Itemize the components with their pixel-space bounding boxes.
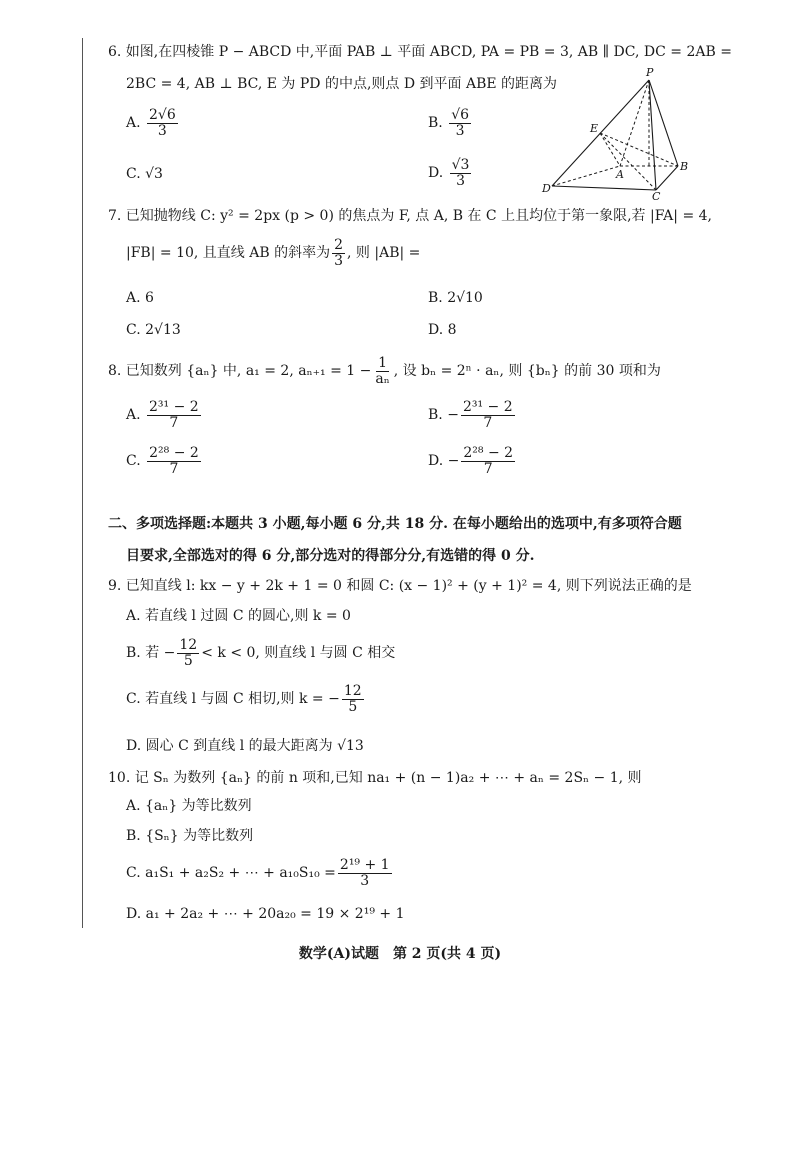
q8-option-b: B. − $\frac{\text{2³¹ − 2}}{7}$ bbox=[428, 399, 513, 431]
q6-a-num: 2√6 bbox=[149, 107, 176, 123]
edge-pa bbox=[620, 80, 649, 166]
q8-option-c: C. $\frac{\text{2²⁸ − 2}}{7}$ bbox=[126, 445, 199, 477]
q8-stem: 8. 已知数列 {aₙ} 中, a₁ = 2, aₙ₊₁ = 1 − $\frac{1}{\text{aₙ}}$ , 设 bₙ = 2ⁿ · aₙ, 则 {bₙ} 的前 30 项和为 bbox=[108, 355, 661, 387]
q7-stem-line1: 7. 已知抛物线 C: y² = 2px (p > 0) 的焦点为 F, 点 A, B 在 C 上且均位于第一象限,若 |FA| = 4, bbox=[108, 208, 713, 224]
q9-option-b: B. 若 − $\frac{12}{5}$ < k < 0, 则直线 l 与圆 C 相交 bbox=[126, 637, 396, 669]
q10-stem: 10. 记 Sₙ 为数列 {aₙ} 的前 n 项和,已知 na₁ + (n − 1)a₂ + ⋯ + aₙ = 2Sₙ − 1, 则 bbox=[108, 770, 642, 786]
edge-dc bbox=[552, 186, 656, 190]
margin-rule bbox=[82, 38, 83, 928]
q7-option-d: D. 8 bbox=[428, 322, 457, 338]
q8-option-a: A. $\frac{\text{2³¹ − 2}}{7}$ bbox=[126, 399, 199, 431]
q7-option-c: C. 2√13 bbox=[126, 322, 181, 338]
q7-option-b: B. 2√10 bbox=[428, 290, 483, 306]
q6-option-b: B. $\frac{√6}{3}$ bbox=[428, 107, 470, 139]
label-e: E bbox=[590, 122, 599, 135]
label-c: C bbox=[652, 190, 661, 200]
q9-option-d: D. 圆心 C 到直线 l 的最大距离为 √13 bbox=[126, 738, 364, 754]
q6-c-val: √3 bbox=[145, 166, 163, 182]
q8-option-d: D. − $\frac{\text{2²⁸ − 2}}{7}$ bbox=[428, 445, 514, 477]
q10-option-d: D. a₁ + 2a₂ + ⋯ + 20a₂₀ = 19 × 2¹⁹ + 1 bbox=[126, 906, 405, 922]
q6-b-den: 3 bbox=[455, 122, 465, 139]
section2-title-line1: 二、多项选择题:本题共 3 小题,每小题 6 分,共 18 分. 在每小题给出的选项中,有多项符合题 bbox=[108, 516, 682, 532]
q6-d-num: √3 bbox=[451, 157, 470, 173]
q10-option-c: C. a₁S₁ + a₂S₂ + ⋯ + a₁₀S₁₀ = $\frac{\text{2¹⁹ + 1}}{3}$ bbox=[126, 857, 390, 889]
q7-stem-line2: |FB| = 10, 且直线 AB 的斜率为 $\frac{2}{3}$ , 则 |AB| = bbox=[126, 237, 421, 269]
q6-stem-line2: 2BC = 4, AB ⊥ BC, E 为 PD 的中点,则点 D 到平面 ABE 的距离为 bbox=[126, 76, 558, 92]
page-footer: 数学(A)试题 第 2 页(共 4 页) bbox=[298, 946, 502, 962]
q9-option-c: C. 若直线 l 与圆 C 相切,则 k = − $\frac{12}{5}$ bbox=[126, 683, 362, 715]
q6-stem-line1: 6. 如图,在四棱锥 P − ABCD 中,平面 PAB ⊥ 平面 ABCD, PA = PB = 3, AB ∥ DC, DC = 2AB = bbox=[108, 44, 732, 60]
q6-a-den: 3 bbox=[157, 122, 167, 139]
q6-option-a: A. $\frac{2√6}{3}$ bbox=[126, 107, 176, 139]
q6-option-c: C. √3 bbox=[126, 166, 163, 182]
label-p: P bbox=[646, 66, 654, 79]
label-b: B bbox=[680, 160, 689, 173]
q10-option-a: A. {aₙ} 为等比数列 bbox=[126, 798, 252, 814]
edge-cb bbox=[656, 166, 678, 190]
label-a: A bbox=[616, 168, 624, 181]
section2-title-line2: 目要求,全部选对的得 6 分,部分选对的得部分分,有选错的得 0 分. bbox=[126, 548, 535, 564]
q6-b-num: √6 bbox=[451, 107, 470, 123]
q9-stem: 9. 已知直线 l: kx − y + 2k + 1 = 0 和圆 C: (x − 1)² + (y + 1)² = 4, 则下列说法正确的是 bbox=[108, 578, 692, 594]
edge-ea bbox=[600, 133, 620, 166]
edge-da bbox=[552, 166, 620, 186]
q9-option-a: A. 若直线 l 过圆 C 的圆心,则 k = 0 bbox=[126, 608, 351, 624]
q6-d-den: 3 bbox=[456, 172, 466, 189]
q7-option-a: A. 6 bbox=[126, 290, 154, 306]
pyramid-figure bbox=[540, 66, 700, 200]
q6-option-d: D. $\frac{√3}{3}$ bbox=[428, 157, 470, 189]
edge-eb bbox=[600, 133, 678, 166]
edge-ec bbox=[600, 133, 656, 190]
label-d: D bbox=[542, 182, 551, 195]
q10-option-b: B. {Sₙ} 为等比数列 bbox=[126, 828, 254, 844]
